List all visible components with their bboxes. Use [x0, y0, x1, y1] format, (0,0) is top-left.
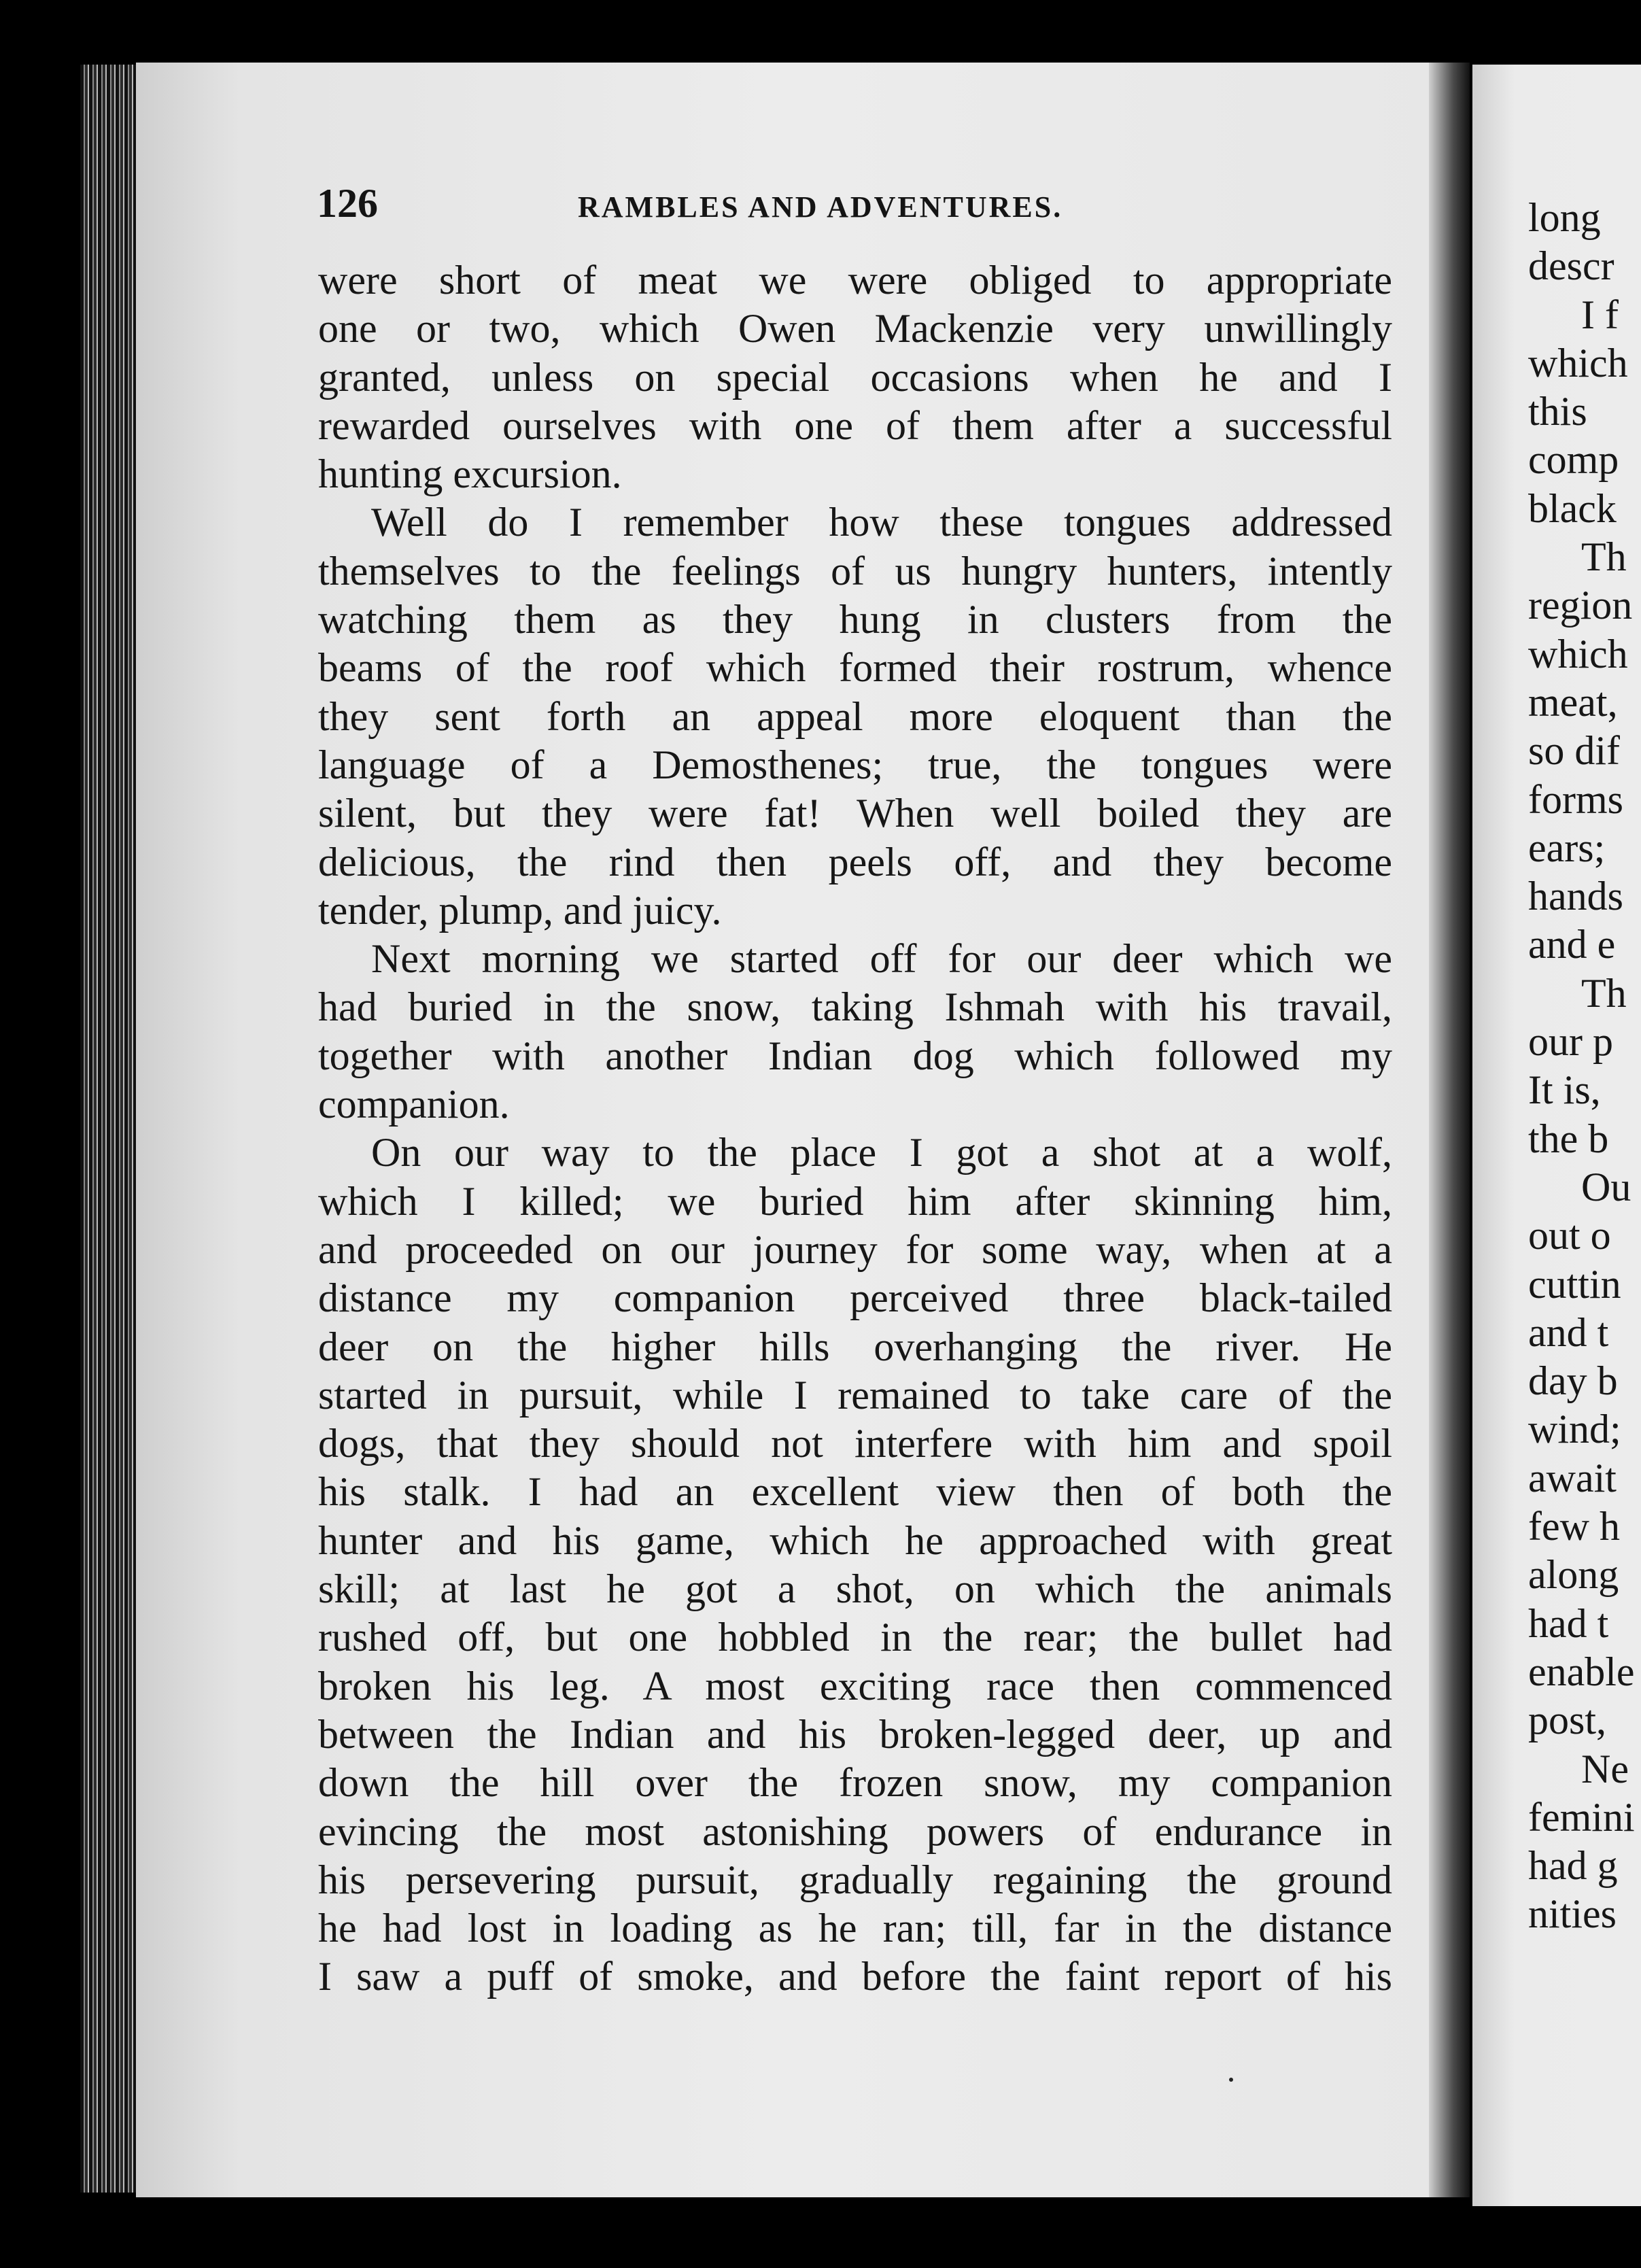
text-line: hunter and his game, which he approached with great — [318, 1517, 1392, 1563]
facing-text-line: so dif — [1528, 728, 1620, 774]
facing-text-line: descr — [1528, 243, 1614, 289]
text-line: I saw a puff of smoke, and before the faint report of his — [318, 1954, 1392, 1999]
text-line: one or two, which Owen Mackenzie very unwillingly — [318, 306, 1392, 351]
running-head — [136, 173, 1443, 234]
text-line: watching them as they hung in clusters from the — [318, 597, 1392, 642]
text-line: dogs, that they should not interfere with him and spoil — [318, 1421, 1392, 1466]
text-line: delicious, the rind then peels off, and they become — [318, 839, 1392, 884]
text-line: beams of the roof which formed their rostrum, whence — [318, 645, 1392, 691]
text-line: had buried in the snow, taking Ishmah with his travail, — [318, 984, 1392, 1030]
facing-text-line: Th — [1581, 970, 1627, 1016]
text-line: themselves to the feelings of us hungry hunters, intently — [318, 548, 1392, 594]
facing-text-line: which — [1528, 340, 1628, 385]
facing-text-line: and t — [1528, 1309, 1609, 1355]
facing-text-line: femini — [1528, 1794, 1635, 1840]
printer-mark — [1229, 2078, 1233, 2082]
facing-text-line: region — [1528, 583, 1633, 628]
facing-text-line: Ou — [1581, 1164, 1631, 1209]
book-page-edges — [80, 65, 136, 2193]
facing-text-line: which — [1528, 631, 1628, 676]
text-line: deer on the higher hills overhanging the river. He — [318, 1324, 1392, 1369]
running-title: RAMBLES AND ADVENTURES. — [578, 190, 1063, 224]
facing-text-line: black — [1528, 485, 1617, 531]
text-line: language of a Demosthenes; true, the tongues were — [318, 742, 1392, 787]
left-page — [136, 63, 1443, 2197]
facing-text-line: Ne — [1581, 1746, 1629, 1791]
facing-page-text — [1528, 194, 1641, 1939]
facing-text-line: Th — [1581, 534, 1627, 580]
text-line: granted, unless on special occasions when he and I — [318, 354, 1392, 400]
facing-text-line: this — [1528, 389, 1587, 434]
page-gutter-shadow — [1429, 63, 1470, 2197]
body-text — [318, 256, 1392, 2001]
text-line: rushed off, but one hobbled in the rear; the bullet had — [318, 1615, 1392, 1660]
facing-text-line: comp — [1528, 437, 1619, 483]
text-line: silent, but they were fat! When well boiled they are — [318, 791, 1392, 836]
text-line: companion. — [318, 1082, 510, 1127]
text-line: tender, plump, and juicy. — [318, 887, 722, 933]
text-line: Next morning we started off for our deer which we — [371, 936, 1392, 982]
facing-text-line: long — [1528, 195, 1601, 240]
facing-text-line: and e — [1528, 922, 1616, 967]
text-line: broken his leg. A most exciting race then commenced — [318, 1663, 1392, 1708]
text-line: skill; at last he got a shot, on which the animals — [318, 1566, 1392, 1612]
facing-text-line: forms — [1528, 776, 1623, 822]
text-line: between the Indian and his broken-legged deer, up and — [318, 1711, 1392, 1757]
facing-text-line: meat, — [1528, 679, 1618, 725]
text-line: were short of meat we were obliged to appropriate — [318, 258, 1392, 303]
facing-text-line: out o — [1528, 1213, 1611, 1258]
facing-text-line: along — [1528, 1552, 1619, 1598]
facing-text-line: our p — [1528, 1019, 1613, 1065]
facing-text-line: day b — [1528, 1358, 1618, 1404]
facing-text-line: few h — [1528, 1504, 1620, 1549]
facing-text-line: cuttin — [1528, 1261, 1621, 1307]
text-line: his persevering pursuit, gradually regaining the ground — [318, 1857, 1392, 1902]
facing-text-line: ears; — [1528, 825, 1606, 870]
text-line: which I killed; we buried him after skinning him, — [318, 1178, 1392, 1224]
facing-text-line: hands — [1528, 874, 1623, 919]
facing-text-line: the b — [1528, 1116, 1609, 1161]
text-line: down the hill over the frozen snow, my companion — [318, 1760, 1392, 1806]
facing-page — [1472, 65, 1641, 2206]
facing-text-line: await — [1528, 1455, 1617, 1500]
page-number: 126 — [317, 181, 378, 226]
text-line: On our way to the place I got a shot at a wolf, — [371, 1130, 1392, 1175]
facing-text-line: post, — [1528, 1698, 1607, 1743]
text-line: evincing the most astonishing powers of endurance in — [318, 1808, 1392, 1854]
text-line: distance my companion perceived three black-tailed — [318, 1275, 1392, 1321]
facing-text-line: I f — [1581, 292, 1619, 337]
facing-text-line: had g — [1528, 1843, 1618, 1889]
facing-text-line: had t — [1528, 1600, 1609, 1646]
facing-text-line: wind; — [1528, 1407, 1621, 1452]
text-line: hunting excursion. — [318, 451, 622, 497]
text-line: Well do I remember how these tongues addressed — [371, 500, 1392, 545]
facing-text-line: enable — [1528, 1649, 1635, 1694]
text-line: his stalk. I had an excellent view then of both the — [318, 1469, 1392, 1515]
text-line: they sent forth an appeal more eloquent than the — [318, 693, 1392, 739]
text-line: rewarded ourselves with one of them after a successful — [318, 402, 1392, 448]
facing-text-line: It is, — [1528, 1067, 1601, 1113]
facing-text-line: nities — [1528, 1891, 1617, 1937]
text-line: together with another Indian dog which followed my — [318, 1033, 1392, 1078]
text-line: he had lost in loading as he ran; till, far in the distance — [318, 1906, 1392, 1951]
text-line: started in pursuit, while I remained to take care of the — [318, 1372, 1392, 1418]
text-line: and proceeded on our journey for some way, when at a — [318, 1226, 1392, 1272]
